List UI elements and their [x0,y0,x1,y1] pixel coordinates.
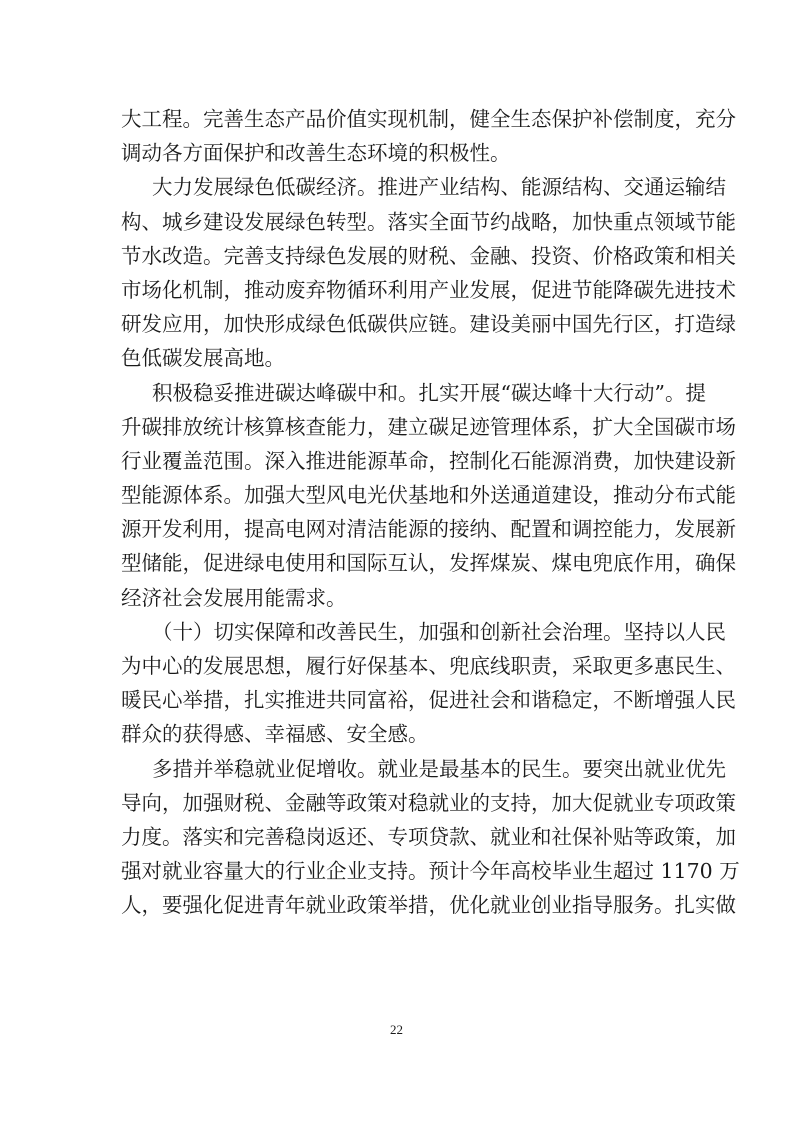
paragraph-5-line-2: 导向，加强财税、金融等政策对稳就业的支持，加大促就业专项政策 [121,790,736,815]
paragraph-4-line-3: 暖民心举措，扎实推进共同富裕，促进社会和谐稳定，不断增强人民 [121,688,736,713]
paragraph-2-line-5: 研发应用，加快形成绿色低碳供应链。建设美丽中国先行区，打造绿 [121,312,736,337]
paragraph-5-line-4: 强对就业容量大的行业企业支持。预计今年高校毕业生超过 1170 万 [121,859,740,884]
paragraph-2-line-4: 市场化机制，推动废弃物循环利用产业发展，促进节能降碳先进技术 [121,277,736,302]
paragraph-4-line-4: 群众的获得感、幸福感、安全感。 [121,722,429,747]
paragraph-5-line-5: 人，要强化促进青年就业政策举措，优化就业创业指导服务。扎实做 [121,893,736,918]
paragraph-3-line-1: 积极稳妥推进碳达峰碳中和。扎实开展“碳达峰十大行动”。提 [152,380,706,405]
paragraph-4-line-2: 为中心的发展思想，履行好保基本、兜底线职责，采取更多惠民生、 [121,654,736,678]
paragraph-3-line-3: 行业覆盖范围。深入推进能源革命，控制化石能源消费，加快建设新 [121,448,736,473]
paragraph-3-line-6: 型储能，促进绿电使用和国际互认，发挥煤炭、煤电兜底作用，确保 [121,551,736,576]
paragraph-3-line-7: 经济社会发展用能需求。 [121,585,347,610]
paragraph-2-line-1: 大力发展绿色低碳经济。推进产业结构、能源结构、交通运输结 [152,175,726,200]
paragraph-4-line-1: （十）切实保障和改善民生，加强和创新社会治理。坚持以人民 [152,619,726,644]
paragraph-3-line-4: 型能源体系。加强大型风电光伏基地和外送通道建设，推动分布式能 [121,483,736,508]
page-number: 22 [390,1022,403,1037]
body-text [121,102,740,923]
paragraph-3-line-2: 升碳排放统计核算核查能力，建立碳足迹管理体系，扩大全国碳市场 [121,414,736,439]
paragraph-5-line-3: 力度。落实和完善稳岗返还、专项贷款、就业和社保补贴等政策，加 [121,824,736,849]
paragraph-5-line-1: 多措并举稳就业促增收。就业是最基本的民生。要突出就业优先 [152,756,726,781]
paragraph-3-line-5: 源开发利用，提高电网对清洁能源的接纳、配置和调控能力，发展新 [121,517,736,542]
paragraph-2-line-3: 节水改造。完善支持绿色发展的财税、金融、投资、价格政策和相关 [121,243,736,268]
paragraph-2-line-2: 构、城乡建设发展绿色转型。落实全面节约战略，加快重点领域节能 [121,209,736,234]
paragraph-1-line-2: 调动各方面保护和改善生态环境的积极性。 [121,141,511,166]
paragraph-1-line-1: 大工程。完善生态产品价值实现机制，健全生态保护补偿制度，充分 [121,107,736,131]
paragraph-2-line-6: 色低碳发展高地。 [121,346,285,371]
